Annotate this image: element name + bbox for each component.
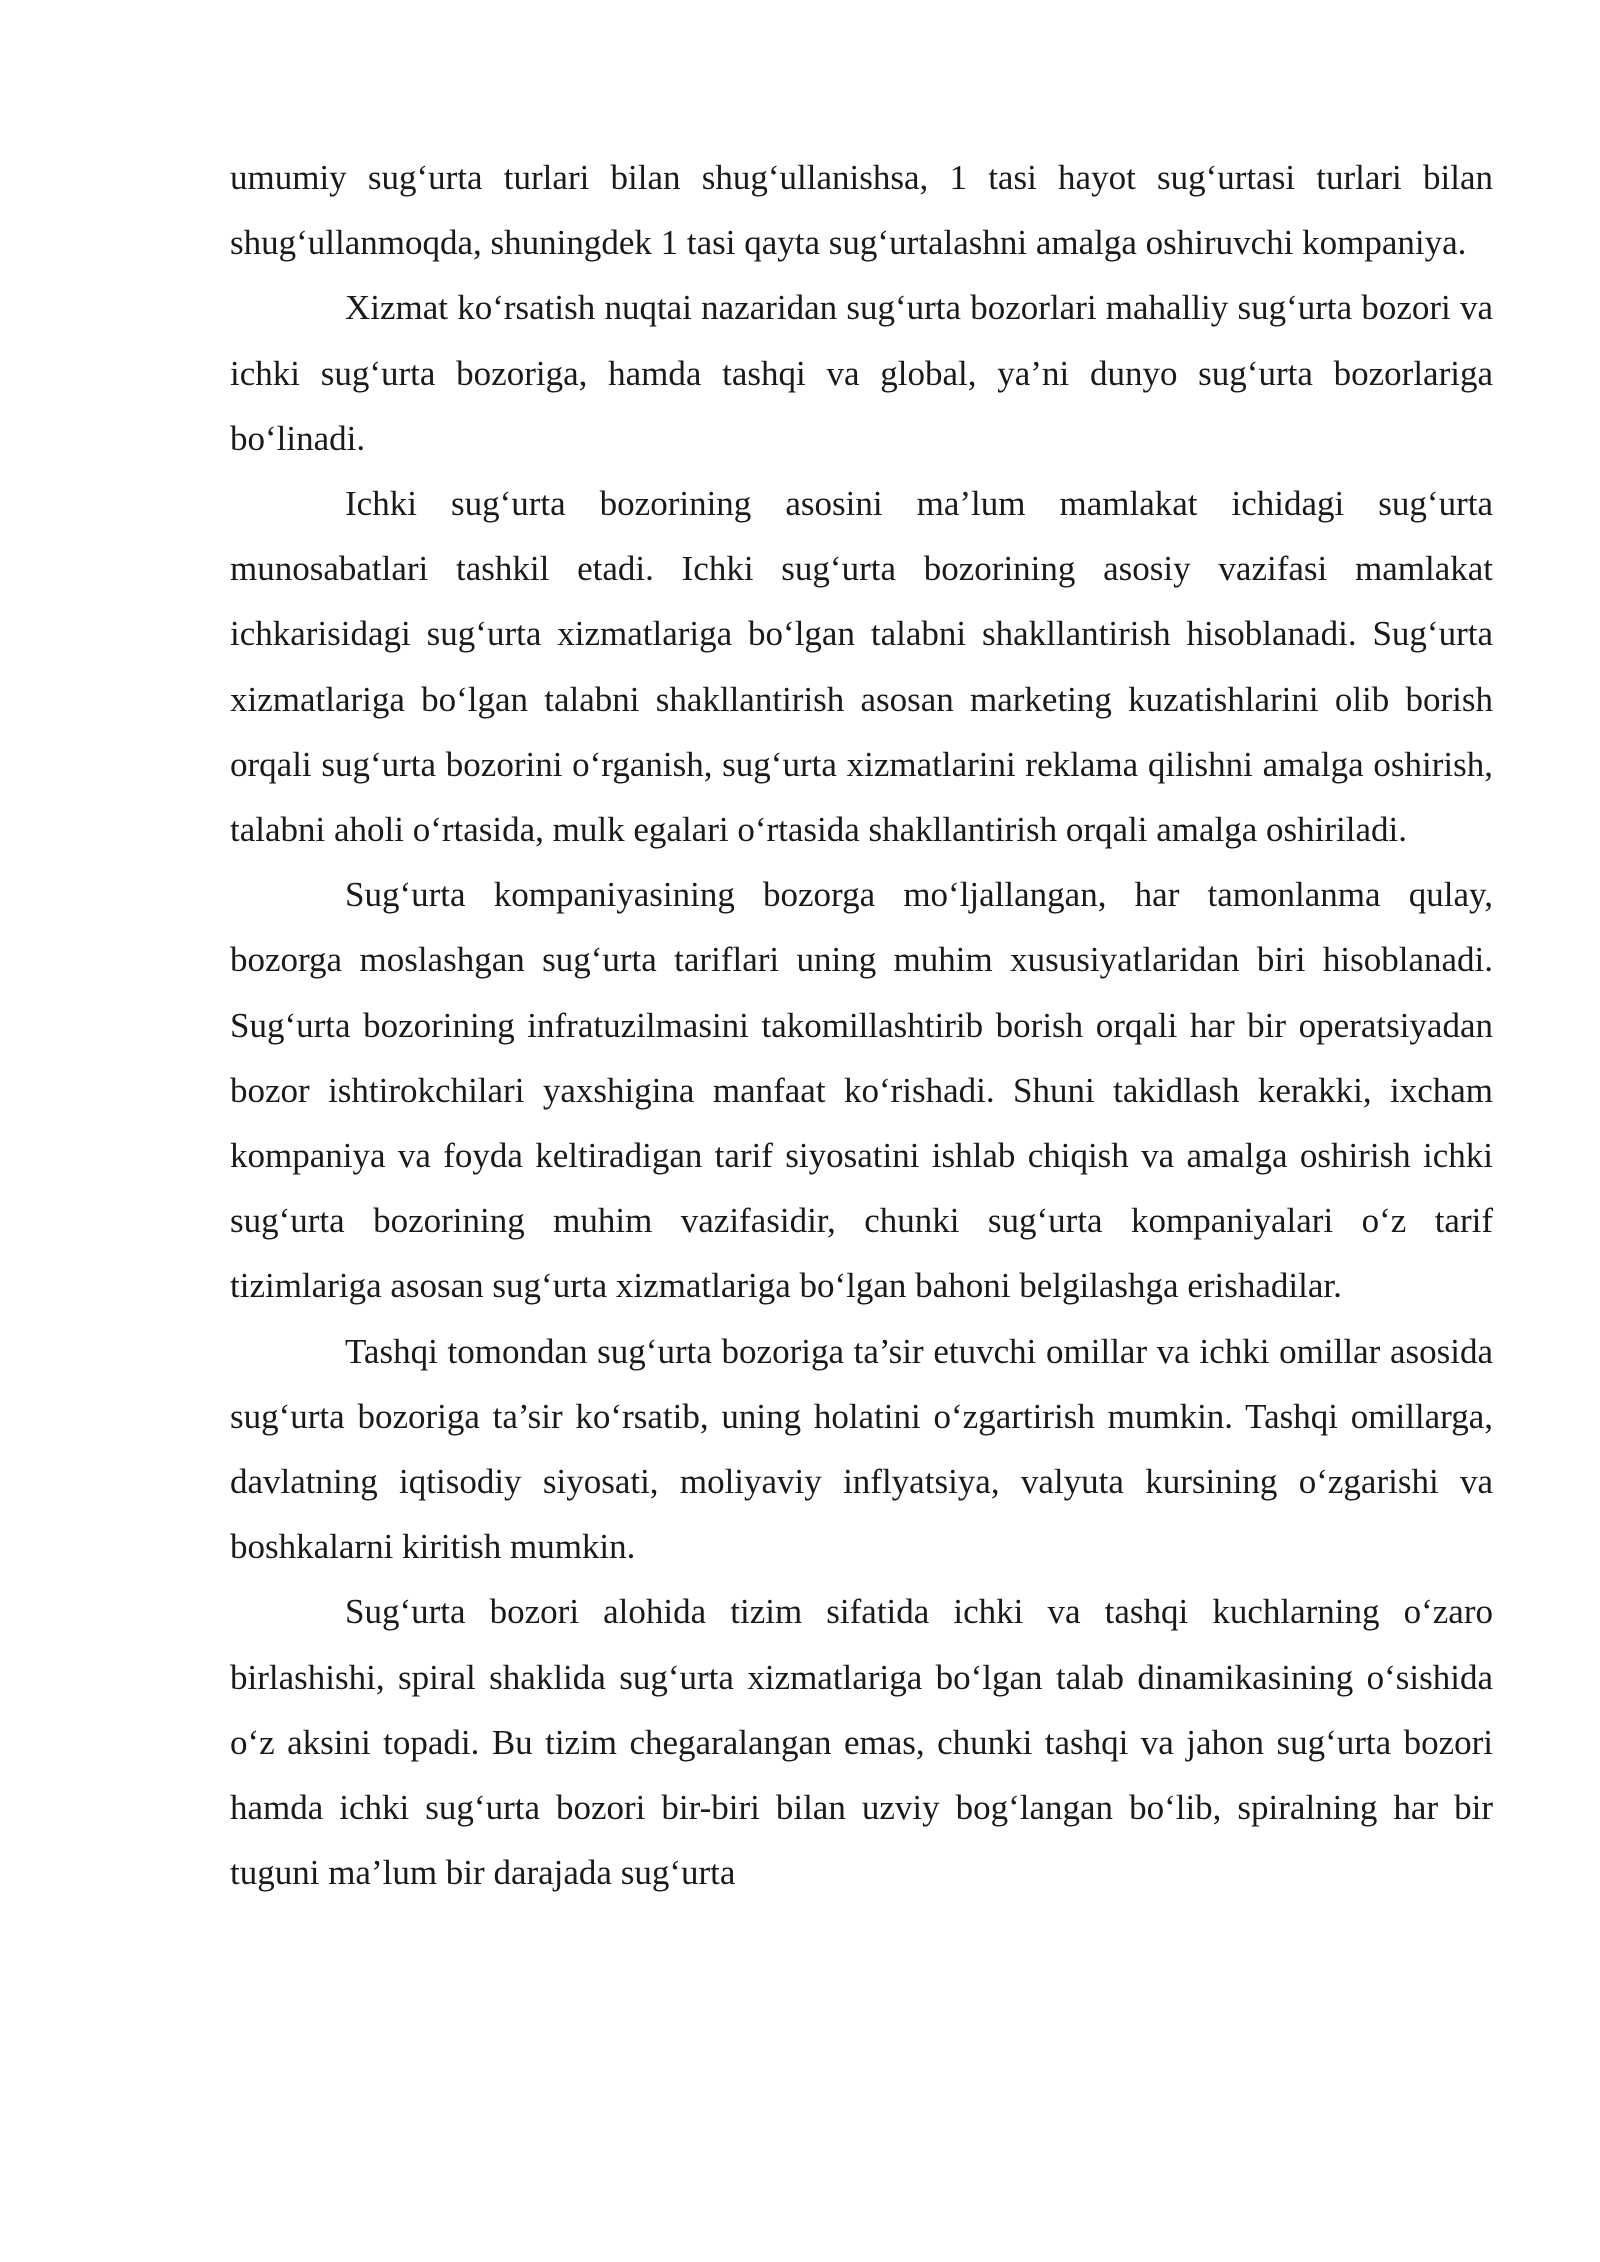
paragraph-6: Sug‘urta bozori alohida tizim sifatida ichki va tashqi kuchlarning o‘zaro birlashishi, spiral shaklida sug‘urta xizmatlariga bo‘lgan talab dinamikasining o‘sishida o‘z aksini topadi. Bu tizim chegaralangan emas, chunki tashqi va jahon sug‘urta bozori hamda ichki sug‘urta bozori bir-biri bilan uzviy bog‘langan bo‘lib, spiralning har bir tuguni ma’lum bir darajada sug‘urta bbox=[230, 1592, 1493, 1893]
paragraph-1: umumiy sug‘urta turlari bilan shug‘ullanishsa, 1 tasi hayot sug‘urtasi turlari bilan shug‘ullanmoqda, shuningdek 1 tasi qayta sug‘urtalashni amalga oshiruvchi kompaniya. bbox=[230, 158, 1493, 263]
paragraph-4: Sug‘urta kompaniyasining bozorga mo‘ljallangan, har tamonlanma qulay, bozorga moslashgan sug‘urta tariflari uning muhim xususiyatlaridan biri hisoblanadi. Sug‘urta bozorining infratuzilmasini takomillashtirib borish orqali har bir operatsiyadan bozor ishtirokchilari yaxshigina manfaat ko‘rishadi. Shuni takidlash kerakki, ixcham kompaniya va foyda keltiradigan tarif siyosatini ishlab chiqish va amalga oshirish ichki sug‘urta bozorining muhim vazifasidir, chunki sug‘urta kompaniyalari o‘z tarif tizimlariga asosan sug‘urta xizmatlariga bo‘lgan bahoni belgilashga erishadilar. bbox=[230, 875, 1493, 1306]
paragraph-2: Xizmat ko‘rsatish nuqtai nazaridan sug‘urta bozorlari mahalliy sug‘urta bozori va ichki sug‘urta bozoriga, hamda tashqi va global, ya’ni dunyo sug‘urta bozorlariga bo‘linadi. bbox=[230, 288, 1493, 458]
paragraph-5: Tashqi tomondan sug‘urta bozoriga ta’sir etuvchi omillar va ichki omillar asosida sug‘urta bozoriga ta’sir ko‘rsatib, uning holatini o‘zgartirish mumkin. Tashqi omillarga, davlatning iqtisodiy siyosati, moliyaviy inflyatsiya, valyuta kursining o‘zgarishi va boshkalarni kiritish mumkin. bbox=[230, 1331, 1493, 1567]
document-page bbox=[230, 145, 1493, 1905]
paragraph-3: Ichki sug‘urta bozorining asosini ma’lum mamlakat ichidagi sug‘urta munosabatlari tashkil etadi. Ichki sug‘urta bozorining asosiy vazifasi mamlakat ichkarisidagi sug‘urta xizmatlariga bo‘lgan talabni shakllantirish hisoblanadi. Sug‘urta xizmatlariga bo‘lgan talabni shakllantirish asosan marketing kuzatishlarini olib borish orqali sug‘urta bozorini o‘rganish, sug‘urta xizmatlarini reklama qilishni amalga oshirish, talabni aholi o‘rtasida, mulk egalari o‘rtasida shakllantirish orqali amalga oshiriladi. bbox=[230, 484, 1493, 850]
